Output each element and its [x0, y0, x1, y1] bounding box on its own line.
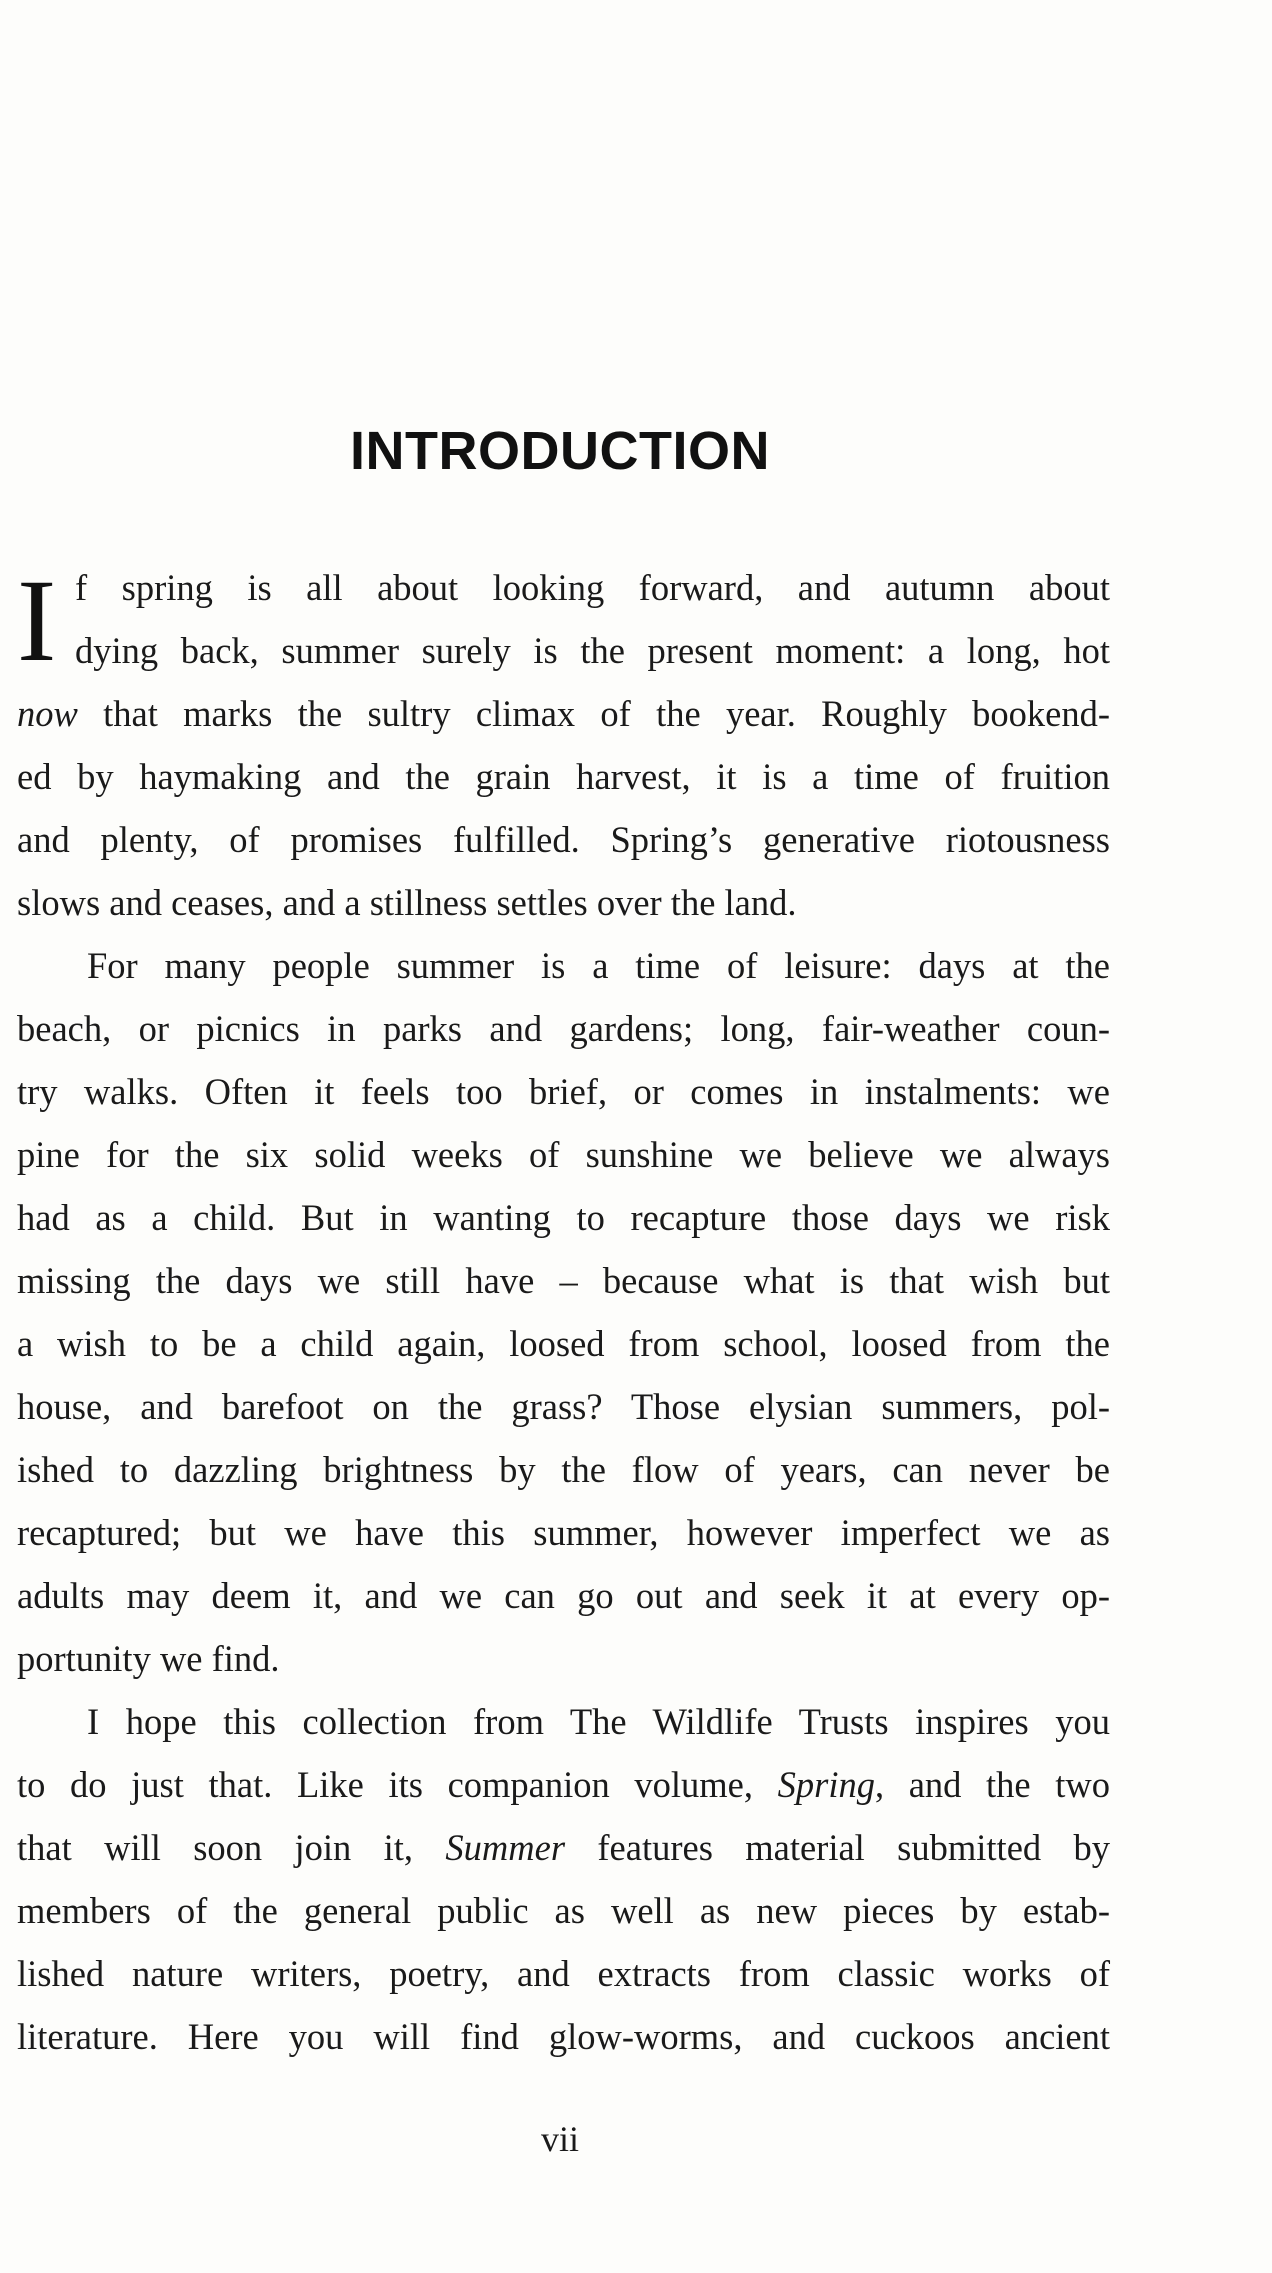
- text-line: [17, 1501, 1110, 1564]
- italic-text: Spring: [777, 1764, 875, 1805]
- text-line: [17, 745, 1110, 808]
- body-text: [17, 556, 1110, 2068]
- text-segment: house, and barefoot on the grass? Those elysian summers, pol-: [17, 1386, 1110, 1427]
- italic-text: Summer: [445, 1827, 566, 1868]
- text-line: [17, 934, 1110, 997]
- text-line: [17, 2005, 1110, 2068]
- text-line: [17, 997, 1110, 1060]
- text-line: [17, 1438, 1110, 1501]
- text-line: [17, 1123, 1110, 1186]
- text-segment: a wish to be a child again, loosed from school, loosed from the: [17, 1323, 1110, 1364]
- text-line: [17, 556, 1110, 619]
- text-line: [17, 1564, 1110, 1627]
- text-segment: ed by haymaking and the grain harvest, it is a time of fruition: [17, 756, 1110, 797]
- text-segment: dying back, summer surely is the present moment: a long, hot: [75, 630, 1110, 671]
- text-segment: to do just that. Like its companion volume,: [17, 1764, 778, 1805]
- text-segment: try walks. Often it feels too brief, or comes in instalments: we: [17, 1071, 1110, 1112]
- text-segment: portunity we find.: [17, 1638, 280, 1679]
- paragraph: [17, 1690, 1110, 2068]
- text-segment: members of the general public as well as new pieces by estab-: [17, 1890, 1110, 1931]
- text-segment: I hope this collection from The Wildlife Trusts inspires you: [87, 1701, 1110, 1742]
- text-segment: literature. Here you will find glow-worms, and cuckoos ancient: [17, 2016, 1110, 2057]
- italic-text: now: [17, 693, 78, 734]
- text-segment: beach, or picnics in parks and gardens; long, fair-weather coun-: [17, 1008, 1110, 1049]
- text-segment: had as a child. But in wanting to recapture those days we risk: [17, 1197, 1110, 1238]
- text-segment: adults may deem it, and we can go out and seek it at every op-: [17, 1575, 1110, 1616]
- page-number: vii: [540, 2119, 579, 2159]
- text-line: [17, 1060, 1110, 1123]
- text-line: [17, 1375, 1110, 1438]
- text-line: [17, 808, 1110, 871]
- text-segment: For many people summer is a time of leisure: days at the: [87, 945, 1110, 986]
- text-segment: ished to dazzling brightness by the flow of years, can never be: [17, 1449, 1110, 1490]
- text-segment: features material submitted by: [565, 1827, 1110, 1868]
- text-segment: pine for the six solid weeks of sunshine we believe we always: [17, 1134, 1110, 1175]
- text-segment: recaptured; but we have this summer, however imperfect we as: [17, 1512, 1110, 1553]
- text-line: [17, 1690, 1110, 1753]
- text-line: [17, 1816, 1110, 1879]
- text-line: [17, 1753, 1110, 1816]
- text-segment: that marks the sultry climax of the year. Roughly bookend-: [77, 693, 1110, 734]
- text-line: [17, 682, 1110, 745]
- text-segment: that will soon join it,: [17, 1827, 446, 1868]
- drop-cap: I: [17, 555, 57, 686]
- text-line: [17, 1186, 1110, 1249]
- text-segment: slows and ceases, and a stillness settles over the land.: [17, 882, 797, 923]
- text-line: [17, 1249, 1110, 1312]
- text-line: [17, 1879, 1110, 1942]
- text-line: [17, 871, 1110, 934]
- text-line: [17, 1627, 1110, 1690]
- paragraph: [17, 934, 1110, 1690]
- text-segment: and plenty, of promises fulfilled. Spring’s generative riotousness: [17, 819, 1110, 860]
- text-line: [17, 619, 1110, 682]
- chapter-title: INTRODUCTION: [350, 421, 770, 481]
- text-segment: , and the two: [874, 1764, 1110, 1805]
- text-line: [17, 1312, 1110, 1375]
- text-line: [17, 1942, 1110, 2005]
- text-segment: lished nature writers, poetry, and extracts from classic works of: [17, 1953, 1110, 1994]
- paragraph: [17, 556, 1110, 934]
- text-segment: f spring is all about looking forward, and autumn about: [75, 567, 1110, 608]
- text-segment: missing the days we still have – because what is that wish but: [17, 1260, 1110, 1301]
